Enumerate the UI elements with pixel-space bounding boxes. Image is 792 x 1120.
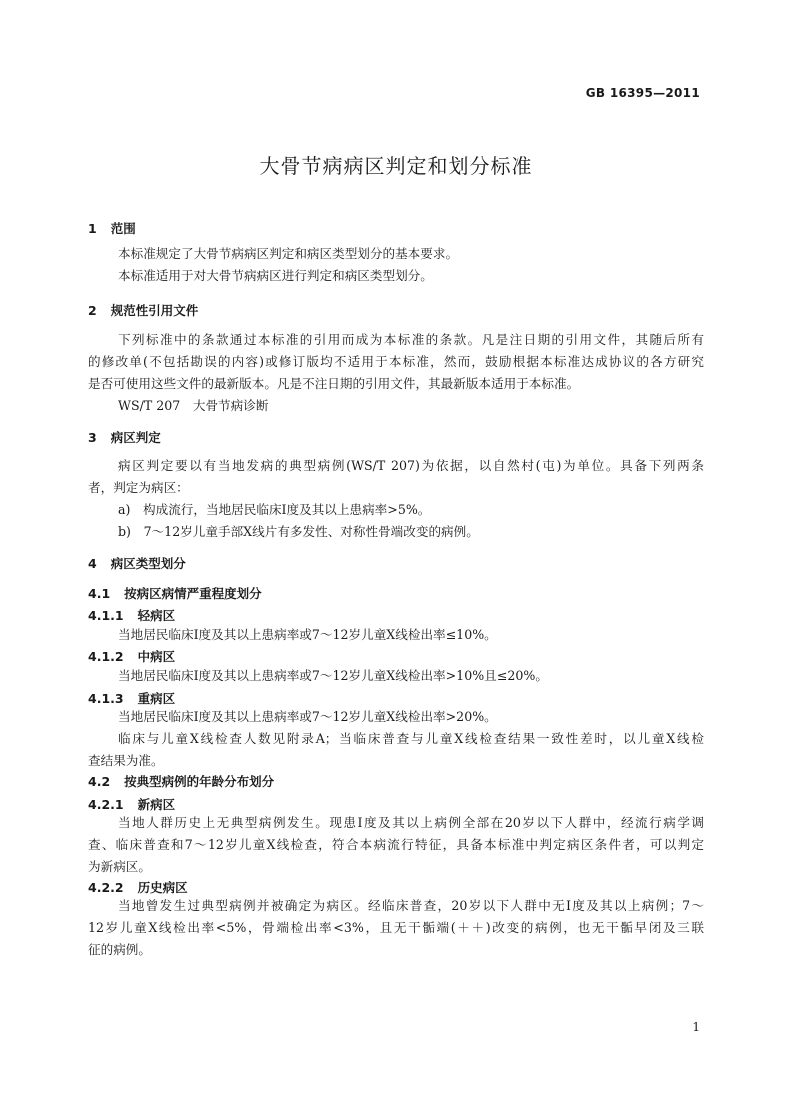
section-title: 重病区	[137, 691, 176, 706]
text-line: 下列标准中的条款通过本标准的引用而成为本标准的条款。凡是注日期的引用文件，其随后所有	[118, 332, 704, 347]
section-title: 按典型病例的年龄分布划分	[124, 774, 275, 789]
reference-item: WS/T 207 大骨节病诊断	[118, 398, 269, 413]
section-2-heading	[88, 301, 198, 319]
section-title: 范围	[110, 221, 136, 236]
page-title: 大骨节病病区判定和划分标准	[259, 154, 533, 178]
section-title: 病区判定	[110, 430, 161, 445]
section-title: 规范性引用文件	[110, 303, 199, 318]
section-title: 病区类型划分	[110, 556, 186, 571]
section-title: 按病区病情严重程度划分	[124, 586, 262, 601]
paragraph	[88, 329, 704, 395]
section-number: 4.1	[88, 586, 111, 601]
paragraph: 当地居民临床Ⅰ度及其以上患病率或7～12岁儿童X线检出率>10%且≤20%。	[118, 668, 548, 683]
section-title: 轻病区	[137, 608, 176, 623]
section-number: 4.2.1	[88, 797, 124, 812]
section-title: 历史病区	[137, 880, 188, 895]
text-line: 是否可使用这些文件的最新版本。凡是不注日期的引用文件，其最新版本适用于本标准。	[88, 376, 580, 391]
section-number: 3	[88, 430, 97, 445]
section-number: 2	[88, 303, 97, 318]
paragraph: 当地居民临床Ⅰ度及其以上患病率或7～12岁儿童X线检出率>20%。	[118, 709, 497, 724]
text-line: 的修改单(不包括勘误的内容)或修订版均不适用于本标准，然而，鼓励根据本标准达成协议的各方研究	[88, 354, 704, 369]
section-title: 新病区	[137, 797, 176, 812]
paragraph	[88, 455, 704, 499]
section-number: 4.1.3	[88, 691, 124, 706]
text-line: 征的病例。	[88, 942, 151, 957]
text-line: 者，判定为病区：	[88, 480, 189, 495]
text-line: 临床与儿童X线检查人数见附录A；当临床普查与儿童X线检查结果一致性差时，以儿童X线检	[118, 731, 704, 746]
section-4-heading	[88, 554, 186, 572]
paragraph	[88, 812, 704, 878]
list-item: b) 7～12岁儿童手部X线片有多发性、对称性骨端改变的病例。	[118, 524, 479, 539]
subsection-4-2-1-heading	[88, 795, 175, 813]
page-number: 1	[692, 1020, 700, 1034]
subsection-4-1-3-heading	[88, 689, 175, 707]
paragraph	[88, 895, 704, 961]
subsection-4-1-2-heading	[88, 647, 175, 665]
section-1-heading	[88, 219, 136, 237]
section-3-heading	[88, 428, 161, 446]
section-title: 中病区	[137, 649, 176, 664]
text-line: 当地曾发生过典型病例并被确定为病区。经临床普查，20岁以下人群中无Ⅰ度及其以上病例；7～	[118, 898, 704, 913]
subsection-4-2-2-heading	[88, 878, 188, 896]
paragraph: 本标准规定了大骨节病病区判定和病区类型划分的基本要求。	[118, 246, 459, 261]
text-line: 12岁儿童X线检出率<5%，骨端检出率<3%，且无干骺端(＋＋)改变的病例，也无干骺早闭及三联	[88, 920, 704, 935]
subsection-4-2-heading	[88, 772, 274, 790]
paragraph: 当地居民临床Ⅰ度及其以上患病率或7～12岁儿童X线检出率≤10%。	[118, 627, 497, 642]
section-number: 4.1.1	[88, 608, 124, 623]
section-number: 4.2.2	[88, 880, 124, 895]
subsection-4-1-heading	[88, 584, 262, 602]
section-number: 4.1.2	[88, 649, 124, 664]
section-number: 1	[88, 221, 97, 236]
text-line: 病区判定要以有当地发病的典型病例(WS/T 207)为依据，以自然村(屯)为单位。具备下列两条	[118, 458, 704, 473]
section-number: 4	[88, 556, 97, 571]
text-line: 为新病区。	[88, 859, 151, 874]
section-number: 4.2	[88, 774, 111, 789]
subsection-4-1-1-heading	[88, 606, 175, 624]
paragraph	[88, 728, 704, 772]
standard-code: GB 16395—2011	[585, 86, 700, 100]
list-item: a) 构成流行，当地居民临床Ⅰ度及其以上患病率>5%。	[118, 502, 431, 517]
text-line: 查结果为准。	[88, 753, 164, 768]
text-line: 当地人群历史上无典型病例发生。现患Ⅰ度及其以上病例全部在20岁以下人群中，经流行病学调	[118, 815, 704, 830]
paragraph: 本标准适用于对大骨节病病区进行判定和病区类型划分。	[118, 268, 433, 283]
text-line: 查、临床普查和7～12岁儿童X线检查，符合本病流行特征，具备本标准中判定病区条件者，可以判定	[88, 837, 704, 852]
